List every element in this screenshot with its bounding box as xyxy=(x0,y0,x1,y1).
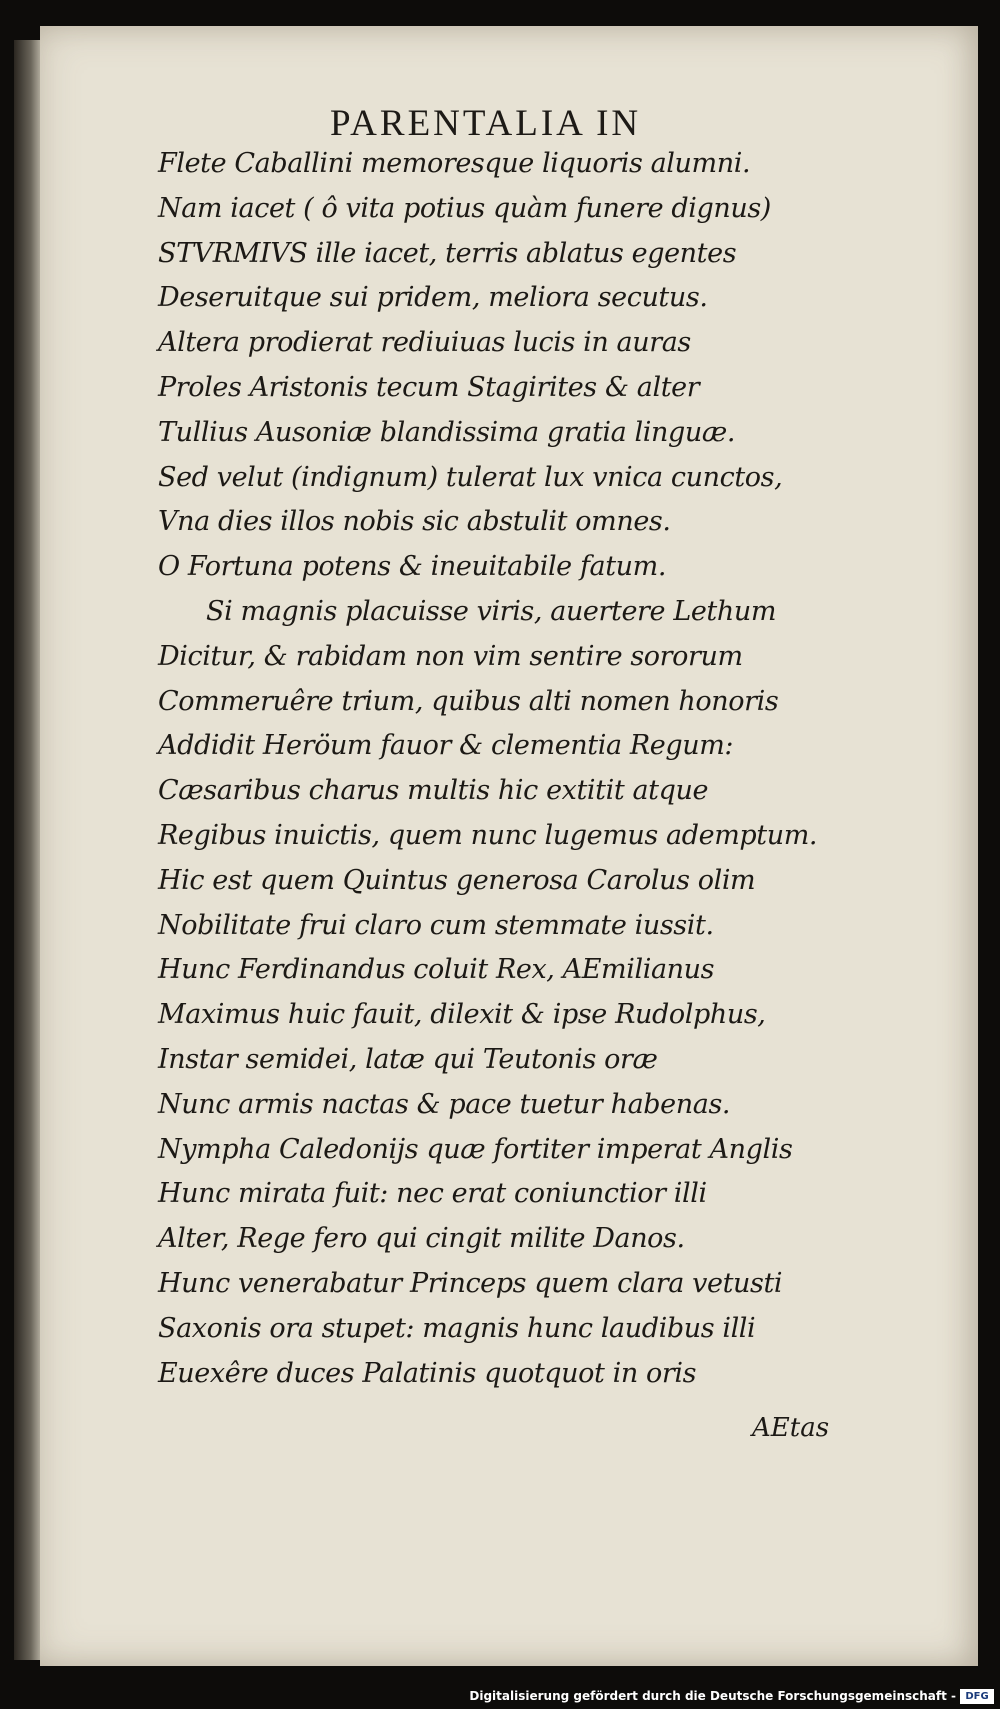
verse-block xyxy=(158,142,858,1396)
verse-line: Saxonis ora stupet: magnis hunc laudibus illi xyxy=(158,1312,756,1344)
verse-line: Alter, Rege fero qui cingit milite Danos. xyxy=(158,1223,685,1255)
verse-line: Maximus huic fauit, dilexit & ipse Rudolphus, xyxy=(158,999,766,1031)
verse-line: O Fortuna potens & ineuitabile fatum. xyxy=(158,551,667,583)
verse-line: Addidit Heröum fauor & clementia Regum: xyxy=(158,730,734,762)
verse-line: Altera prodierat rediuiuas lucis in auras xyxy=(158,327,691,359)
verse-line: STVRMIVS ille iacet, terris ablatus egentes xyxy=(158,237,737,269)
verse-line: Si magnis placuisse viris, auertere Lethum xyxy=(206,595,777,627)
verse-line: Tullius Ausoniæ blandissima gratia linguæ. xyxy=(158,416,736,448)
verse-line: Proles Aristonis tecum Stagirites & alter xyxy=(158,371,700,403)
verse-line: Nympha Caledonijs quæ fortiter imperat Anglis xyxy=(158,1133,793,1165)
footer-bar xyxy=(0,1679,1000,1709)
verse-line: Nobilitate frui claro cum stemmate iussit. xyxy=(158,909,714,941)
verse-line: Nam iacet ( ô vita potius quàm funere dignus) xyxy=(158,192,771,224)
verse-line: Hic est quem Quintus generosa Carolus olim xyxy=(158,864,756,896)
verse-line: Hunc venerabatur Princeps quem clara vetusti xyxy=(158,1267,783,1299)
verse-line: Regibus inuictis, quem nunc lugemus ademptum. xyxy=(158,819,818,851)
verse-line: Hunc mirata fuit: nec erat coniunctior illi xyxy=(158,1178,707,1210)
verse-line: Sed velut (indignum) tulerat lux vnica cunctos, xyxy=(158,461,783,493)
verse-line: Cæsaribus charus multis hic extitit atque xyxy=(158,775,709,807)
verse-line: Flete Caballini memoresque liquoris alumni. xyxy=(158,148,751,179)
verse-line: Dicitur, & rabidam non vim sentire sororum xyxy=(158,640,743,672)
verse-line: Nunc armis nactas & pace tuetur habenas. xyxy=(158,1088,731,1120)
verse-line: Commeruêre trium, quibus alti nomen honoris xyxy=(158,685,779,717)
digitization-credit: Digitalisierung gefördert durch die Deutsche Forschungsgemeinschaft - xyxy=(469,1689,956,1703)
dfg-logo: DFG xyxy=(960,1689,994,1704)
verse-line: Hunc Ferdinandus coluit Rex, AEmilianus xyxy=(158,954,715,986)
catchword: AEtas xyxy=(752,1413,830,1443)
verse-line: Instar semidei, latæ qui Teutonis oræ xyxy=(158,1043,658,1075)
verse-line: Vna dies illos nobis sic abstulit omnes. xyxy=(158,506,671,538)
verse-line: Deseruitque sui pridem, meliora secutus. xyxy=(158,282,708,314)
verse-line: Euexêre duces Palatinis quotquot in oris xyxy=(158,1357,697,1389)
running-head: PARENTALIA IN xyxy=(330,103,642,144)
page-edge xyxy=(14,40,42,1660)
